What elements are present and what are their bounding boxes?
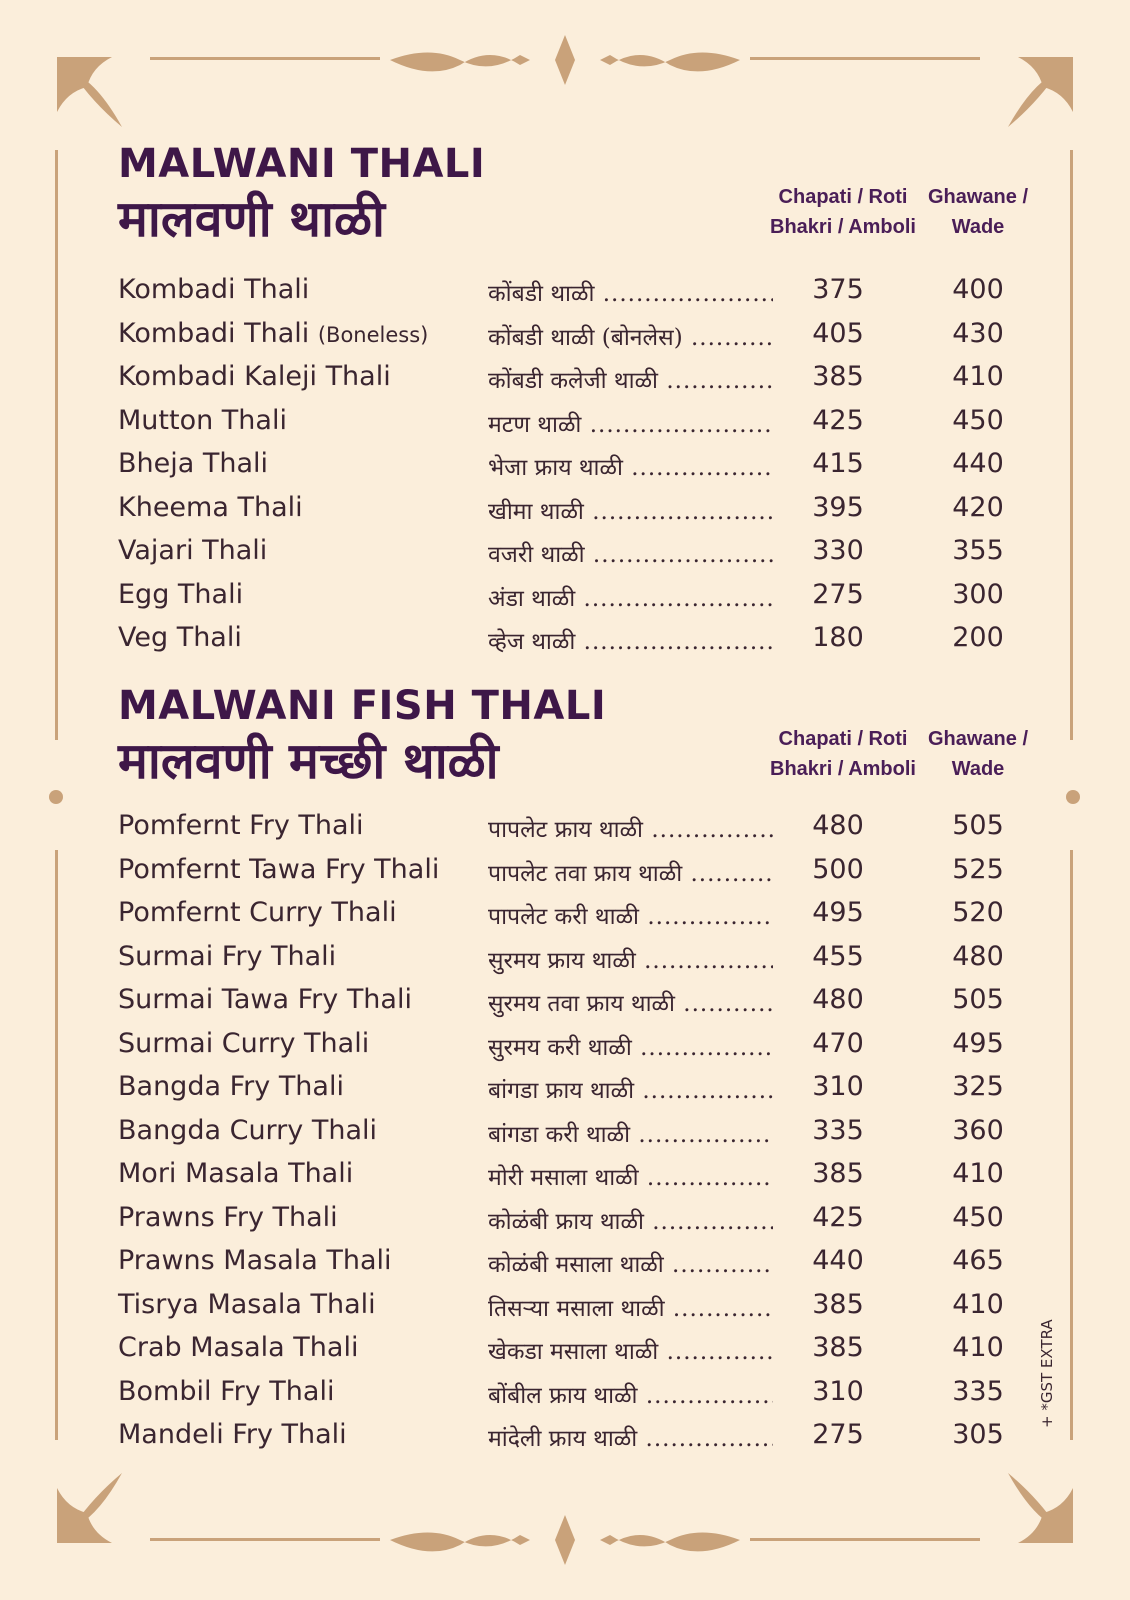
item-name-en: Tisrya Masala Thali — [118, 1288, 376, 1320]
price-ghawane: 420 — [952, 491, 1004, 523]
price-chapati: 395 — [812, 491, 864, 523]
column-header-ghawane: Ghawane / Wade — [927, 728, 1029, 780]
menu-item-row — [118, 405, 1048, 448]
item-name-mr: पापलेट तवा फ्राय थाळी ..... — [488, 856, 773, 888]
menu-item-row — [118, 1419, 1048, 1462]
price-ghawane: 450 — [952, 1201, 1004, 1233]
item-name-mr: सुरमय फ्राय थाळी ..... — [488, 943, 773, 975]
item-name-en: Kheema Thali — [118, 491, 303, 523]
item-name-en: Surmai Curry Thali — [118, 1027, 370, 1059]
malwani-thali-section — [118, 140, 1048, 660]
price-ghawane: 520 — [952, 897, 1004, 928]
menu-item-row — [118, 941, 1048, 984]
item-name-en: Egg Thali — [118, 578, 244, 610]
price-chapati: 385 — [812, 1158, 864, 1189]
item-name-en: Kombadi Thali (Boneless) — [118, 317, 429, 349]
frame-dot — [1066, 790, 1080, 804]
price-ghawane: 400 — [952, 274, 1004, 305]
price-chapati: 500 — [812, 853, 864, 885]
menu-item-row — [118, 318, 1048, 361]
price-ghawane: 505 — [952, 810, 1004, 841]
price-ghawane: 480 — [952, 940, 1004, 972]
item-name-mr: कोंबडी थाळी (बोनलेस) ..... — [488, 320, 773, 352]
item-name-en: Bangda Fry Thali — [118, 1071, 344, 1102]
price-chapati: 310 — [812, 1071, 864, 1102]
item-name-mr: खेकडा मसाला थाळी ..... — [488, 1334, 773, 1366]
item-name-en: Veg Thali — [118, 622, 242, 653]
frame-bottom-line — [150, 1538, 380, 1541]
item-name-mr: कोंबडी कलेजी थाळी ..... — [488, 363, 773, 395]
section-title-en: MALWANI THALI — [118, 141, 486, 187]
column-header-chapati: Chapati / Roti Bhakri / Amboli — [770, 728, 916, 780]
price-chapati: 375 — [812, 274, 864, 305]
item-name-mr: बांगडा करी थाळी ..... — [488, 1117, 773, 1149]
price-chapati: 330 — [812, 535, 864, 566]
frame-right-line — [1070, 850, 1073, 1440]
price-chapati: 335 — [812, 1114, 864, 1146]
menu-item-row — [118, 897, 1048, 940]
item-name-mr: कोंबडी थाळी ..... — [488, 276, 773, 308]
menu-item-row — [118, 579, 1048, 622]
item-name-en: Bangda Curry Thali — [118, 1114, 377, 1146]
price-chapati: 455 — [812, 940, 864, 972]
price-ghawane: 300 — [952, 578, 1004, 610]
frame-right-line — [1070, 150, 1073, 740]
menu-item-row — [118, 622, 1048, 665]
price-chapati: 440 — [812, 1245, 864, 1276]
item-name-en: Pomfernt Curry Thali — [118, 897, 397, 928]
price-ghawane: 440 — [952, 448, 1004, 479]
item-name-mr: अंडा थाळी ..... — [488, 581, 773, 613]
price-ghawane: 430 — [952, 317, 1004, 349]
item-name-mr: कोळंबी फ्राय थाळी ..... — [488, 1204, 773, 1236]
price-chapati: 470 — [812, 1027, 864, 1059]
item-name-mr: पापलेट फ्राय थाळी ..... — [488, 812, 773, 844]
item-name-en: Bheja Thali — [118, 448, 269, 479]
item-name-en: Kombadi Thali — [118, 274, 310, 305]
price-chapati: 495 — [812, 897, 864, 928]
price-chapati: 385 — [812, 1288, 864, 1320]
price-chapati: 180 — [812, 622, 864, 653]
menu-item-row — [118, 448, 1048, 491]
item-name-mr: मटण थाळी ..... — [488, 407, 773, 439]
item-note: (Boneless) — [317, 322, 429, 347]
item-name-en: Mori Masala Thali — [118, 1158, 354, 1189]
column-header-ghawane: Ghawane / Wade — [927, 186, 1029, 238]
item-name-en: Prawns Fry Thali — [118, 1201, 338, 1233]
item-name-mr: बोंबील फ्राय थाळी ..... — [488, 1378, 773, 1410]
item-name-en: Pomfernt Tawa Fry Thali — [118, 853, 440, 885]
item-name-en: Pomfernt Fry Thali — [118, 810, 364, 841]
malwani-fish-thali-section — [118, 682, 1048, 1452]
menu-item-row — [118, 1028, 1048, 1071]
frame-dot — [49, 790, 63, 804]
corner-ornament-icon — [988, 1458, 1078, 1548]
section-title-mr: मालवणी मच्छी थाळी — [118, 731, 499, 790]
menu-item-row — [118, 1071, 1048, 1114]
frame-bottom-line — [750, 1538, 980, 1541]
price-ghawane: 505 — [952, 984, 1004, 1015]
menu-item-row — [118, 984, 1048, 1027]
menu-item-row — [118, 535, 1048, 578]
frame-top-line — [750, 57, 980, 60]
price-ghawane: 450 — [952, 404, 1004, 436]
frame-left-line — [55, 150, 58, 740]
item-name-mr: व्हेज थाळी ..... — [488, 624, 773, 656]
item-name-mr: वजरी थाळी ..... — [488, 537, 773, 569]
price-chapati: 415 — [812, 448, 864, 479]
frame-left-line — [55, 850, 58, 1440]
menu-item-row — [118, 1376, 1048, 1419]
price-ghawane: 525 — [952, 853, 1004, 885]
menu-item-row — [118, 1115, 1048, 1158]
price-ghawane: 335 — [952, 1375, 1004, 1407]
item-name-en: Mandeli Fry Thali — [118, 1419, 347, 1450]
item-name-mr: भेजा फ्राय थाळी ..... — [488, 450, 773, 482]
item-name-mr: सुरमय करी थाळी ..... — [488, 1030, 773, 1062]
item-name-en: Crab Masala Thali — [118, 1332, 359, 1363]
item-name-en: Bombil Fry Thali — [118, 1375, 335, 1407]
price-chapati: 480 — [812, 810, 864, 841]
bottom-flourish-icon — [390, 1505, 740, 1575]
section-title-en: MALWANI FISH THALI — [118, 683, 607, 729]
price-chapati: 385 — [812, 1332, 864, 1363]
price-chapati: 275 — [812, 578, 864, 610]
corner-ornament-icon — [52, 52, 142, 142]
price-ghawane: 410 — [952, 361, 1004, 392]
item-name-en: Vajari Thali — [118, 535, 268, 566]
item-name-mr: सुरमय तवा फ्राय थाळी ..... — [488, 986, 773, 1018]
price-chapati: 275 — [812, 1419, 864, 1450]
price-chapati: 425 — [812, 1201, 864, 1233]
price-ghawane: 410 — [952, 1288, 1004, 1320]
menu-item-row — [118, 1158, 1048, 1201]
item-name-en: Kombadi Kaleji Thali — [118, 361, 391, 392]
item-name-mr: बांगडा फ्राय थाळी ..... — [488, 1073, 773, 1105]
item-name-en: Mutton Thali — [118, 404, 287, 436]
menu-item-row — [118, 361, 1048, 404]
item-name-en: Prawns Masala Thali — [118, 1245, 392, 1276]
price-chapati: 385 — [812, 361, 864, 392]
price-ghawane: 305 — [952, 1419, 1004, 1450]
corner-ornament-icon — [988, 52, 1078, 142]
gst-footnote: + *GST EXTRA — [1038, 1319, 1056, 1428]
price-ghawane: 410 — [952, 1332, 1004, 1363]
menu-item-row — [118, 274, 1048, 317]
section-title-mr: मालवणी थाळी — [118, 189, 385, 248]
menu-item-row — [118, 1202, 1048, 1245]
price-chapati: 425 — [812, 404, 864, 436]
price-ghawane: 495 — [952, 1027, 1004, 1059]
menu-item-row — [118, 1245, 1048, 1288]
item-name-en: Surmai Fry Thali — [118, 940, 337, 972]
price-chapati: 310 — [812, 1375, 864, 1407]
item-name-mr: तिसऱ्या मसाला थाळी ..... — [488, 1291, 773, 1323]
item-name-mr: पापलेट करी थाळी ..... — [488, 899, 773, 931]
menu-item-row — [118, 1332, 1048, 1375]
price-ghawane: 200 — [952, 622, 1004, 653]
item-name-mr: खीमा थाळी ..... — [488, 494, 773, 526]
menu-item-row — [118, 492, 1048, 535]
corner-ornament-icon — [52, 1458, 142, 1548]
frame-top-line — [150, 57, 380, 60]
item-name-en: Surmai Tawa Fry Thali — [118, 984, 412, 1015]
item-name-mr: मांदेली फ्राय थाळी ..... — [488, 1421, 773, 1453]
menu-item-row — [118, 810, 1048, 853]
price-ghawane: 325 — [952, 1071, 1004, 1102]
item-name-mr: कोळंबी मसाला थाळी ..... — [488, 1247, 773, 1279]
item-name-mr: मोरी मसाला थाळी ..... — [488, 1160, 773, 1192]
price-ghawane: 410 — [952, 1158, 1004, 1189]
menu-item-row — [118, 854, 1048, 897]
menu-item-row — [118, 1289, 1048, 1332]
price-chapati: 480 — [812, 984, 864, 1015]
price-chapati: 405 — [812, 317, 864, 349]
column-header-chapati: Chapati / Roti Bhakri / Amboli — [770, 186, 916, 238]
top-flourish-icon — [390, 25, 740, 95]
price-ghawane: 355 — [952, 535, 1004, 566]
price-ghawane: 360 — [952, 1114, 1004, 1146]
price-ghawane: 465 — [952, 1245, 1004, 1276]
